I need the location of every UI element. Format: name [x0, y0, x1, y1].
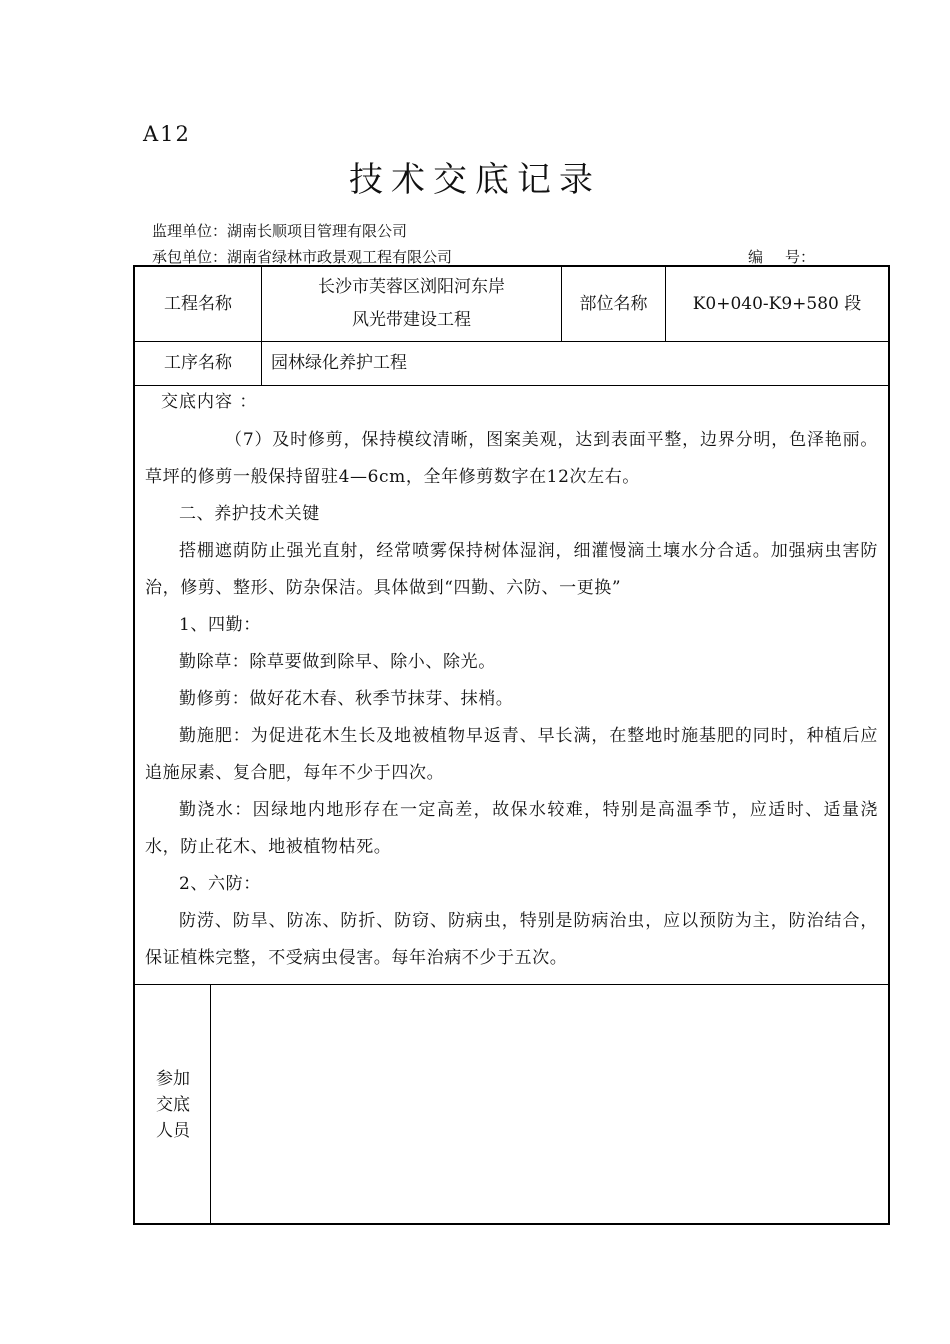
number-label-a: 编	[748, 248, 764, 266]
paragraph: 勤修剪：做好花木春、秋季节抹芽、抹梢。	[179, 689, 514, 709]
row-divider	[135, 385, 888, 386]
paragraph: 搭棚遮荫防止强光直射，经常喷雾保持树体湿润，细灌慢滴土壤水分合适。加强病虫害防治，修剪、整形、防杂保洁。具体做到“四勤、六防、一更换”	[145, 541, 878, 598]
number-label-b: 号：	[785, 248, 816, 266]
location-value: K0+040-K9+580 段	[692, 293, 862, 314]
content-label: 交底内容 ：	[161, 392, 258, 412]
project-name-value	[262, 267, 561, 341]
participants-signature-area[interactable]	[211, 985, 888, 1223]
contractor-line: 承包单位：湖南省绿林市政景观工程有限公司	[152, 248, 453, 266]
paragraph: 1、四勤：	[179, 615, 261, 635]
project-name-line2: 风光带建设工程	[352, 310, 471, 330]
number-field	[748, 246, 815, 267]
process-value: 园林绿化养护工程	[271, 353, 407, 373]
participants-label-line2: 交底	[156, 1095, 190, 1115]
paragraph: 防涝、防旱、防冻、防折、防窃、防病虫，特别是防病治虫，应以预防为主，防治结合，保证植株完整，不受病虫侵害。每年治病不少于五次。	[145, 911, 878, 968]
process-label: 工序名称	[164, 353, 232, 373]
participants-label-line3: 人员	[156, 1121, 190, 1141]
location-label: 部位名称	[579, 293, 648, 314]
document-code: A12	[143, 122, 191, 146]
paragraph: 勤浇水：因绿地内地形存在一定高差，故保水较难，特别是高温季节，应适时、适量浇水，防止花木、地被植物枯死。	[145, 800, 878, 857]
project-name-line1: 长沙市芙蓉区浏阳河东岸	[318, 277, 505, 297]
paragraph: 二、养护技术关键	[179, 504, 320, 524]
paragraph: 2、六防：	[179, 874, 261, 894]
paragraph: 勤施肥：为促进花木生长及地被植物早返青、早长满，在整地时施基肥的同时，种植后应追施尿素、复合肥，每年不少于四次。	[145, 726, 878, 783]
supervisor-line: 监理单位：湖南长顺项目管理有限公司	[152, 222, 408, 240]
project-name-label: 工程名称	[164, 293, 232, 314]
paragraph: 勤除草：除草要做到除早、除小、除光。	[179, 652, 496, 672]
participants-label-line1: 参加	[156, 1069, 190, 1089]
participants-label	[135, 985, 211, 1225]
paragraph: （7）及时修剪，保持模纹清晰，图案美观，达到表面平整，边界分明，色泽艳丽。草坪的修剪一般保持留驻4—6cm，全年修剪数字在12次左右。	[145, 430, 878, 487]
document-title: 技术交底记录	[349, 160, 601, 200]
record-table	[133, 265, 890, 1225]
